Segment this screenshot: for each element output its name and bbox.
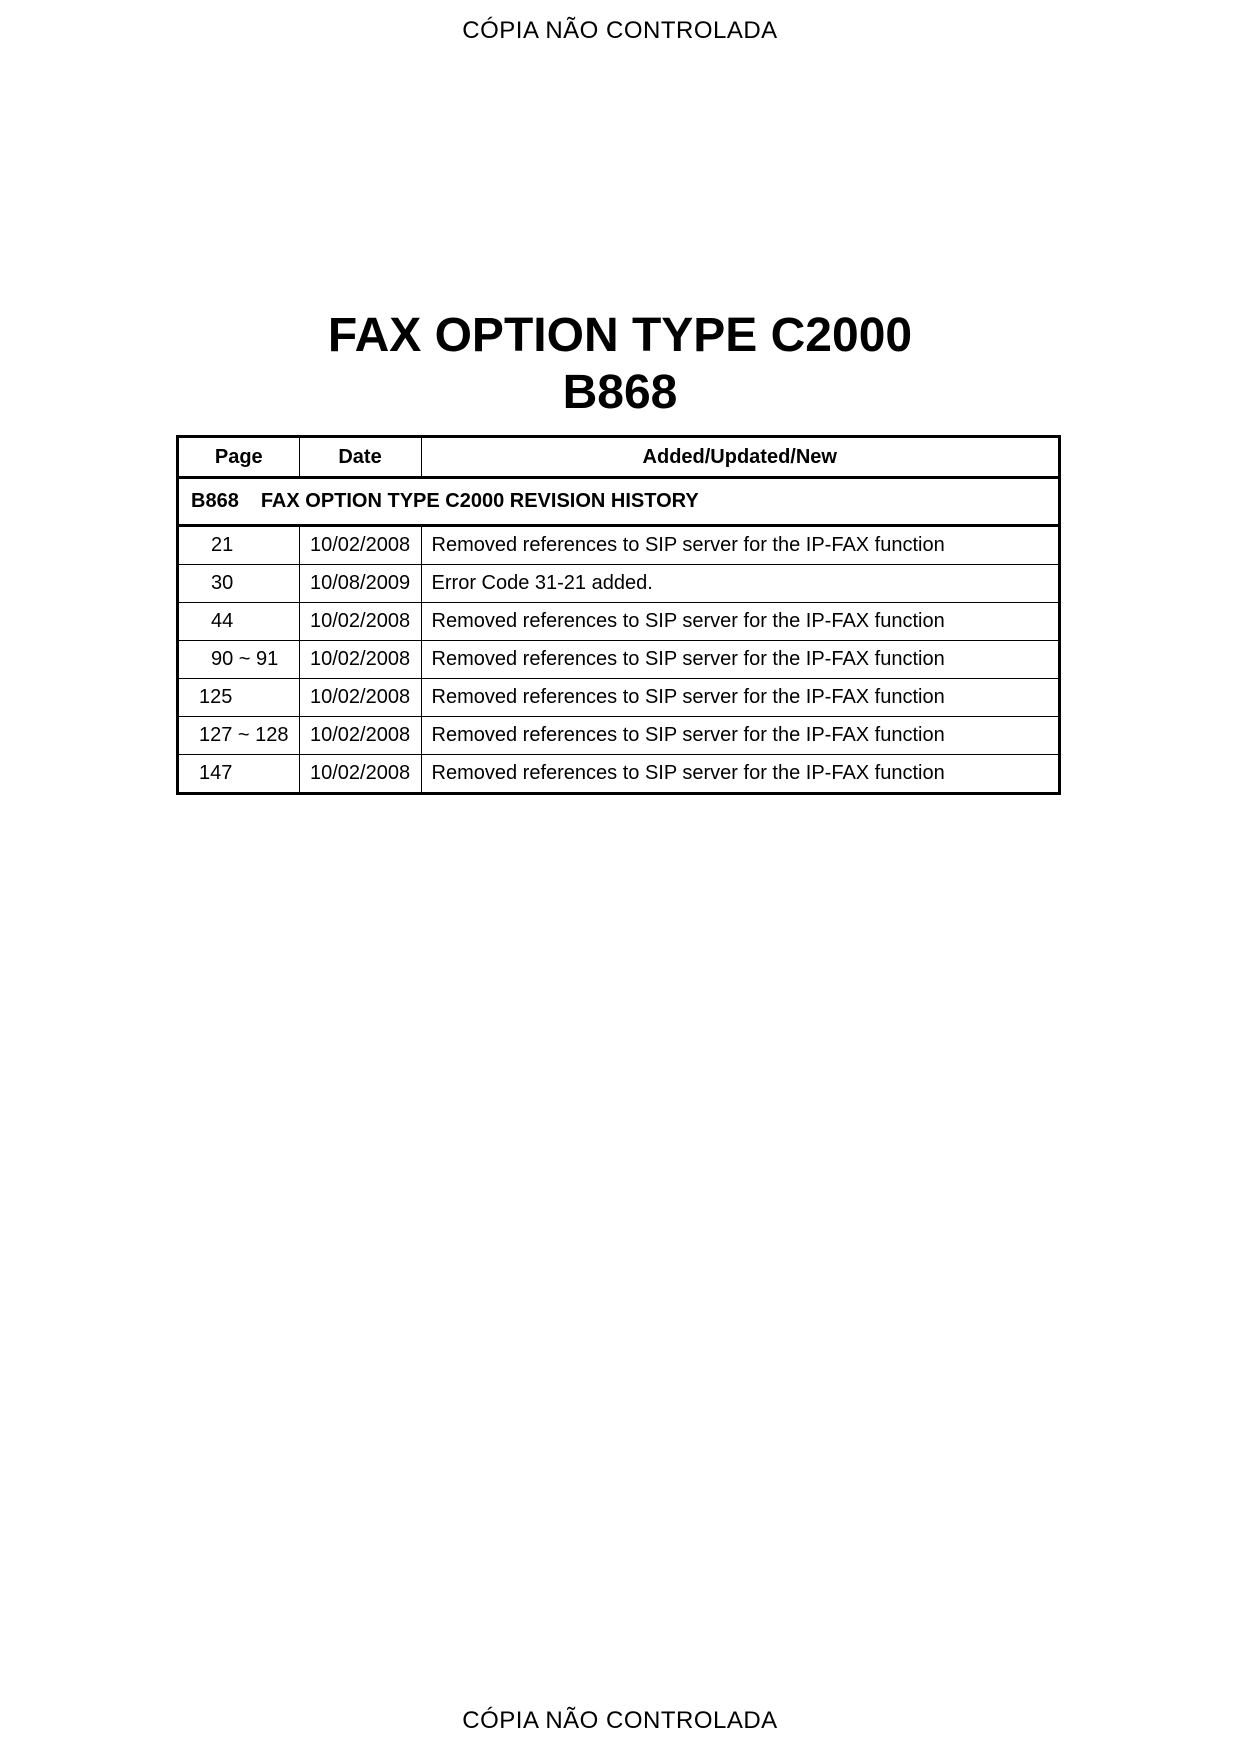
cell-page: 30 [178,565,300,603]
cell-date: 10/02/2008 [299,717,421,755]
table-row [178,526,1060,565]
table-row [178,679,1060,717]
column-header-date: Date [299,437,421,478]
cell-date: 10/02/2008 [299,679,421,717]
cell-page: 147 [178,755,300,794]
table-row [178,755,1060,794]
cell-description: Error Code 31-21 added. [421,565,1059,603]
cell-description: Removed references to SIP server for the IP-FAX function [421,641,1059,679]
table-caption-text: FAX OPTION TYPE C2000 REVISION HISTORY [260,490,699,512]
table-caption-row [178,478,1060,526]
cell-date: 10/02/2008 [299,641,421,679]
cell-date: 10/08/2009 [299,565,421,603]
cell-description: Removed references to SIP server for the IP-FAX function [421,526,1059,565]
cell-page: 125 [178,679,300,717]
cell-date: 10/02/2008 [299,526,421,565]
watermark-bottom: CÓPIA NÃO CONTROLADA [462,1707,778,1734]
cell-page: 127 ~ 128 [178,717,300,755]
table-row [178,717,1060,755]
column-header-description: Added/Updated/New [421,437,1059,478]
cell-description: Removed references to SIP server for the IP-FAX function [421,717,1059,755]
document-model-code: B868 [562,366,678,419]
table-caption-code: B868 [191,490,239,512]
document-title: FAX OPTION TYPE C2000 [327,309,913,362]
cell-date: 10/02/2008 [299,603,421,641]
cell-description: Removed references to SIP server for the IP-FAX function [421,679,1059,717]
cell-description: Removed references to SIP server for the IP-FAX function [421,755,1059,794]
cell-date: 10/02/2008 [299,755,421,794]
cell-description: Removed references to SIP server for the IP-FAX function [421,603,1059,641]
revision-history-table [176,435,1061,795]
table-caption [178,478,1060,526]
table-header-row [178,437,1060,478]
table-row [178,565,1060,603]
cell-page: 90 ~ 91 [178,641,300,679]
cell-page: 44 [178,603,300,641]
watermark-top: CÓPIA NÃO CONTROLADA [462,17,778,44]
table-row [178,603,1060,641]
table-row [178,641,1060,679]
cell-page: 21 [178,526,300,565]
column-header-page: Page [178,437,300,478]
